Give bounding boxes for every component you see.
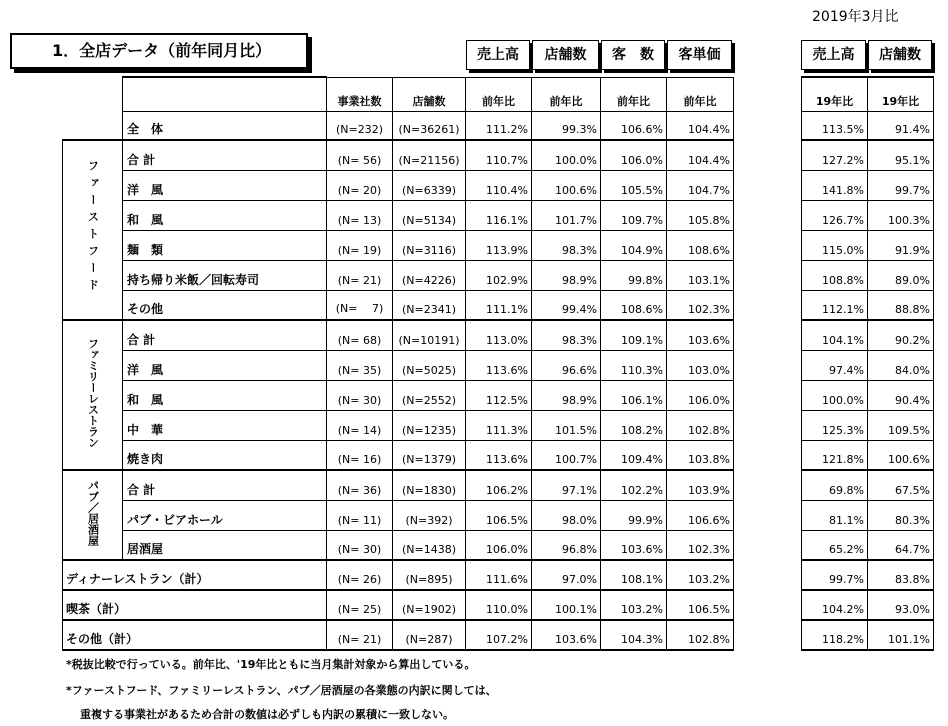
- table-row: [63, 111, 734, 140]
- stores-cell: (N=895): [393, 560, 466, 590]
- customers-cell: 99.8%: [601, 260, 667, 290]
- sales-cell: 113.6%: [466, 350, 532, 380]
- sales-cell: 110.0%: [466, 590, 532, 620]
- sales-cell: 106.2%: [466, 470, 532, 500]
- row-label: 麺 類: [123, 230, 327, 260]
- table-row: [63, 620, 734, 650]
- stores-cell: (N=1830): [393, 470, 466, 500]
- store-ratio-cell: 103.6%: [532, 620, 601, 650]
- table-row: [802, 111, 934, 140]
- row-label: 和 風: [123, 200, 327, 230]
- row-label: 喫茶（計）: [63, 590, 327, 620]
- table-row: [63, 350, 734, 380]
- sales-cell: 102.9%: [466, 260, 532, 290]
- table-row: [802, 620, 934, 650]
- header-sales-19: 売上高: [801, 40, 866, 70]
- companies-cell: (N= 14): [327, 410, 393, 440]
- store-ratio-cell: 100.7%: [532, 440, 601, 470]
- store-ratio-cell: 96.8%: [532, 530, 601, 560]
- report-title: 1．全店データ（前年同月比）: [10, 33, 308, 69]
- sales19-cell: 104.1%: [802, 320, 868, 350]
- stores19-cell: 99.7%: [868, 170, 934, 200]
- sales19-cell: 99.7%: [802, 560, 868, 590]
- stores19-cell: 91.4%: [868, 111, 934, 140]
- group-family-restaurant: ファミリーレストラン: [63, 320, 123, 470]
- stores-cell: (N=1902): [393, 590, 466, 620]
- unit-price-cell: 104.4%: [667, 140, 734, 170]
- customers-cell: 109.7%: [601, 200, 667, 230]
- row-label: パブ・ビアホール: [123, 500, 327, 530]
- table-row: [802, 200, 934, 230]
- table-row: [802, 230, 934, 260]
- table-row: [63, 260, 734, 290]
- customers-cell: 108.2%: [601, 410, 667, 440]
- sales-cell: 111.3%: [466, 410, 532, 440]
- customers-cell: 103.2%: [601, 590, 667, 620]
- col-customers-yoy: 前年比: [601, 77, 667, 111]
- header-unit-price: 客単価: [667, 40, 732, 70]
- stores19-cell: 100.3%: [868, 200, 934, 230]
- stores-cell: (N=10191): [393, 320, 466, 350]
- sales-cell: 111.2%: [466, 111, 532, 140]
- customers-cell: 109.1%: [601, 320, 667, 350]
- table-row: [802, 470, 934, 500]
- unit-price-cell: 104.7%: [667, 170, 734, 200]
- sales19-cell: 69.8%: [802, 470, 868, 500]
- table-row: [802, 410, 934, 440]
- group-pub: パブ／居酒屋: [63, 470, 123, 560]
- table-row: [802, 530, 934, 560]
- sales19-cell: 121.8%: [802, 440, 868, 470]
- stores19-cell: 89.0%: [868, 260, 934, 290]
- table-row: [802, 350, 934, 380]
- stores-cell: (N=6339): [393, 170, 466, 200]
- sales19-cell: 97.4%: [802, 350, 868, 380]
- sales19-cell: 104.2%: [802, 590, 868, 620]
- sales-cell: 106.0%: [466, 530, 532, 560]
- companies-cell: (N= 13): [327, 200, 393, 230]
- header-sales: 売上高: [466, 40, 530, 70]
- stores-cell: (N=392): [393, 500, 466, 530]
- companies-cell: (N= 19): [327, 230, 393, 260]
- row-label: その他: [123, 290, 327, 320]
- stores19-cell: 91.9%: [868, 230, 934, 260]
- unit-price-cell: 103.8%: [667, 440, 734, 470]
- companies-cell: (N= 21): [327, 620, 393, 650]
- table-row: [802, 500, 934, 530]
- companies-cell: (N= 30): [327, 530, 393, 560]
- store-ratio-cell: 100.1%: [532, 590, 601, 620]
- stores19-cell: 88.8%: [868, 290, 934, 320]
- companies-cell: (N= 56): [327, 140, 393, 170]
- footnote-3: 重複する事業社があるため合計の数値は必ずしも内訳の累積に一致しない。: [80, 708, 454, 721]
- table-row: [802, 440, 934, 470]
- report-date: 2019年3月比: [812, 9, 899, 25]
- stores-cell: (N=5025): [393, 350, 466, 380]
- customers-cell: 104.3%: [601, 620, 667, 650]
- table-row: [63, 290, 734, 320]
- companies-cell: (N= 35): [327, 350, 393, 380]
- side-data-table: [801, 76, 934, 651]
- footnote-1: *税抜比較で行っている。前年比、'19年比ともに当月集計対象から算出している。: [66, 658, 476, 671]
- table-row: [63, 320, 734, 350]
- table-row: [63, 530, 734, 560]
- store-ratio-cell: 98.9%: [532, 260, 601, 290]
- table-row: [63, 170, 734, 200]
- col-stores: 店舗数: [393, 77, 466, 111]
- col-companies: 事業社数: [327, 77, 393, 111]
- store-ratio-cell: 98.3%: [532, 230, 601, 260]
- sales-cell: 110.7%: [466, 140, 532, 170]
- footnote-2: *ファーストフード、ファミリーレストラン、パブ／居酒屋の各業態の内訳に関しては、: [66, 684, 497, 697]
- group-fastfood: ファーストフード: [63, 140, 123, 320]
- row-label: 洋 風: [123, 170, 327, 200]
- row-label: 洋 風: [123, 350, 327, 380]
- sales19-cell: 65.2%: [802, 530, 868, 560]
- sales19-cell: 113.5%: [802, 111, 868, 140]
- sales-cell: 113.0%: [466, 320, 532, 350]
- row-label: ディナーレストラン（計）: [63, 560, 327, 590]
- stores19-cell: 109.5%: [868, 410, 934, 440]
- customers-cell: 103.6%: [601, 530, 667, 560]
- sales-cell: 107.2%: [466, 620, 532, 650]
- unit-price-cell: 106.6%: [667, 500, 734, 530]
- sales-cell: 113.9%: [466, 230, 532, 260]
- customers-cell: 105.5%: [601, 170, 667, 200]
- unit-price-cell: 103.1%: [667, 260, 734, 290]
- table-row: [63, 470, 734, 500]
- stores19-cell: 100.6%: [868, 440, 934, 470]
- unit-price-cell: 105.8%: [667, 200, 734, 230]
- companies-cell: (N= 20): [327, 170, 393, 200]
- sales19-cell: 127.2%: [802, 140, 868, 170]
- table-row: [63, 380, 734, 410]
- table-row: [63, 410, 734, 440]
- customers-cell: 110.3%: [601, 350, 667, 380]
- col-sales-yoy: 前年比: [466, 77, 532, 111]
- row-label: その他（計）: [63, 620, 327, 650]
- unit-price-cell: 103.0%: [667, 350, 734, 380]
- row-label: 合 計: [123, 320, 327, 350]
- store-ratio-cell: 101.7%: [532, 200, 601, 230]
- companies-cell: (N= 21): [327, 260, 393, 290]
- customers-cell: 104.9%: [601, 230, 667, 260]
- sales19-cell: 81.1%: [802, 500, 868, 530]
- stores19-cell: 101.1%: [868, 620, 934, 650]
- header-customers: 客 数: [601, 40, 665, 70]
- col-unit-price-yoy: 前年比: [667, 77, 734, 111]
- stores19-cell: 84.0%: [868, 350, 934, 380]
- stores-cell: (N=1235): [393, 410, 466, 440]
- stores-cell: (N=3116): [393, 230, 466, 260]
- stores-cell: (N=1379): [393, 440, 466, 470]
- table-row: [63, 140, 734, 170]
- store-ratio-cell: 96.6%: [532, 350, 601, 380]
- stores19-cell: 90.2%: [868, 320, 934, 350]
- store-ratio-cell: 99.4%: [532, 290, 601, 320]
- sales19-cell: 100.0%: [802, 380, 868, 410]
- table-row: [63, 440, 734, 470]
- store-ratio-cell: 97.0%: [532, 560, 601, 590]
- companies-cell: (N= 11): [327, 500, 393, 530]
- row-label: 合 計: [123, 470, 327, 500]
- companies-cell: (N= 25): [327, 590, 393, 620]
- header-stores-19: 店舗数: [868, 40, 932, 70]
- table-row: [802, 170, 934, 200]
- sales-cell: 110.4%: [466, 170, 532, 200]
- sales-cell: 112.5%: [466, 380, 532, 410]
- col-stores-19: 19年比: [868, 77, 934, 111]
- stores19-cell: 83.8%: [868, 560, 934, 590]
- col-stores-yoy: 前年比: [532, 77, 601, 111]
- stores-cell: (N=36261): [393, 111, 466, 140]
- row-label: 合 計: [123, 140, 327, 170]
- table-row: [802, 380, 934, 410]
- sales19-cell: 115.0%: [802, 230, 868, 260]
- unit-price-cell: 104.4%: [667, 111, 734, 140]
- stores-cell: (N=2552): [393, 380, 466, 410]
- table-row: [63, 590, 734, 620]
- stores-cell: (N=2341): [393, 290, 466, 320]
- sales19-cell: 126.7%: [802, 200, 868, 230]
- table-row: [63, 230, 734, 260]
- store-ratio-cell: 98.3%: [532, 320, 601, 350]
- store-ratio-cell: 100.0%: [532, 140, 601, 170]
- stores19-cell: 95.1%: [868, 140, 934, 170]
- companies-cell: (N= 36): [327, 470, 393, 500]
- stores19-cell: 90.4%: [868, 380, 934, 410]
- table-row: [802, 590, 934, 620]
- customers-cell: 99.9%: [601, 500, 667, 530]
- stores-cell: (N=21156): [393, 140, 466, 170]
- sales-cell: 111.6%: [466, 560, 532, 590]
- table-row: [802, 560, 934, 590]
- sales19-cell: 118.2%: [802, 620, 868, 650]
- store-ratio-cell: 98.0%: [532, 500, 601, 530]
- customers-cell: 106.6%: [601, 111, 667, 140]
- table-row: [63, 500, 734, 530]
- row-label: 中 華: [123, 410, 327, 440]
- row-label: 和 風: [123, 380, 327, 410]
- row-label: 全 体: [123, 111, 327, 140]
- store-ratio-cell: 101.5%: [532, 410, 601, 440]
- row-label: 焼き肉: [123, 440, 327, 470]
- stores-cell: (N=4226): [393, 260, 466, 290]
- unit-price-cell: 103.6%: [667, 320, 734, 350]
- sales-cell: 111.1%: [466, 290, 532, 320]
- unit-price-cell: 102.3%: [667, 290, 734, 320]
- unit-price-cell: 106.5%: [667, 590, 734, 620]
- companies-cell: (N= 68): [327, 320, 393, 350]
- customers-cell: 109.4%: [601, 440, 667, 470]
- stores19-cell: 67.5%: [868, 470, 934, 500]
- stores-cell: (N=1438): [393, 530, 466, 560]
- header-stores: 店舗数: [532, 40, 599, 70]
- sales19-cell: 108.8%: [802, 260, 868, 290]
- table-row: [802, 320, 934, 350]
- unit-price-cell: 103.2%: [667, 560, 734, 590]
- customers-cell: 108.1%: [601, 560, 667, 590]
- sales19-cell: 141.8%: [802, 170, 868, 200]
- stores-cell: (N=287): [393, 620, 466, 650]
- unit-price-cell: 108.6%: [667, 230, 734, 260]
- table-row: [802, 290, 934, 320]
- sales-cell: 116.1%: [466, 200, 532, 230]
- table-row: [63, 200, 734, 230]
- stores19-cell: 93.0%: [868, 590, 934, 620]
- customers-cell: 108.6%: [601, 290, 667, 320]
- unit-price-cell: 102.8%: [667, 410, 734, 440]
- col-sales-19: 19年比: [802, 77, 868, 111]
- unit-price-cell: 102.8%: [667, 620, 734, 650]
- row-label: 持ち帰り米飯／回転寿司: [123, 260, 327, 290]
- stores19-cell: 80.3%: [868, 500, 934, 530]
- store-ratio-cell: 99.3%: [532, 111, 601, 140]
- customers-cell: 106.1%: [601, 380, 667, 410]
- main-data-table: [62, 76, 734, 651]
- companies-cell: (N= 16): [327, 440, 393, 470]
- stores19-cell: 64.7%: [868, 530, 934, 560]
- companies-cell: (N= 7): [327, 290, 393, 320]
- companies-cell: (N= 30): [327, 380, 393, 410]
- sales-cell: 106.5%: [466, 500, 532, 530]
- customers-cell: 106.0%: [601, 140, 667, 170]
- customers-cell: 102.2%: [601, 470, 667, 500]
- store-ratio-cell: 100.6%: [532, 170, 601, 200]
- unit-price-cell: 106.0%: [667, 380, 734, 410]
- companies-cell: (N=232): [327, 111, 393, 140]
- companies-cell: (N= 26): [327, 560, 393, 590]
- store-ratio-cell: 97.1%: [532, 470, 601, 500]
- unit-price-cell: 103.9%: [667, 470, 734, 500]
- sales19-cell: 125.3%: [802, 410, 868, 440]
- table-row: [802, 140, 934, 170]
- sales-cell: 113.6%: [466, 440, 532, 470]
- store-ratio-cell: 98.9%: [532, 380, 601, 410]
- unit-price-cell: 102.3%: [667, 530, 734, 560]
- sales19-cell: 112.1%: [802, 290, 868, 320]
- row-label: 居酒屋: [123, 530, 327, 560]
- table-row: [63, 560, 734, 590]
- table-row: [802, 260, 934, 290]
- stores-cell: (N=5134): [393, 200, 466, 230]
